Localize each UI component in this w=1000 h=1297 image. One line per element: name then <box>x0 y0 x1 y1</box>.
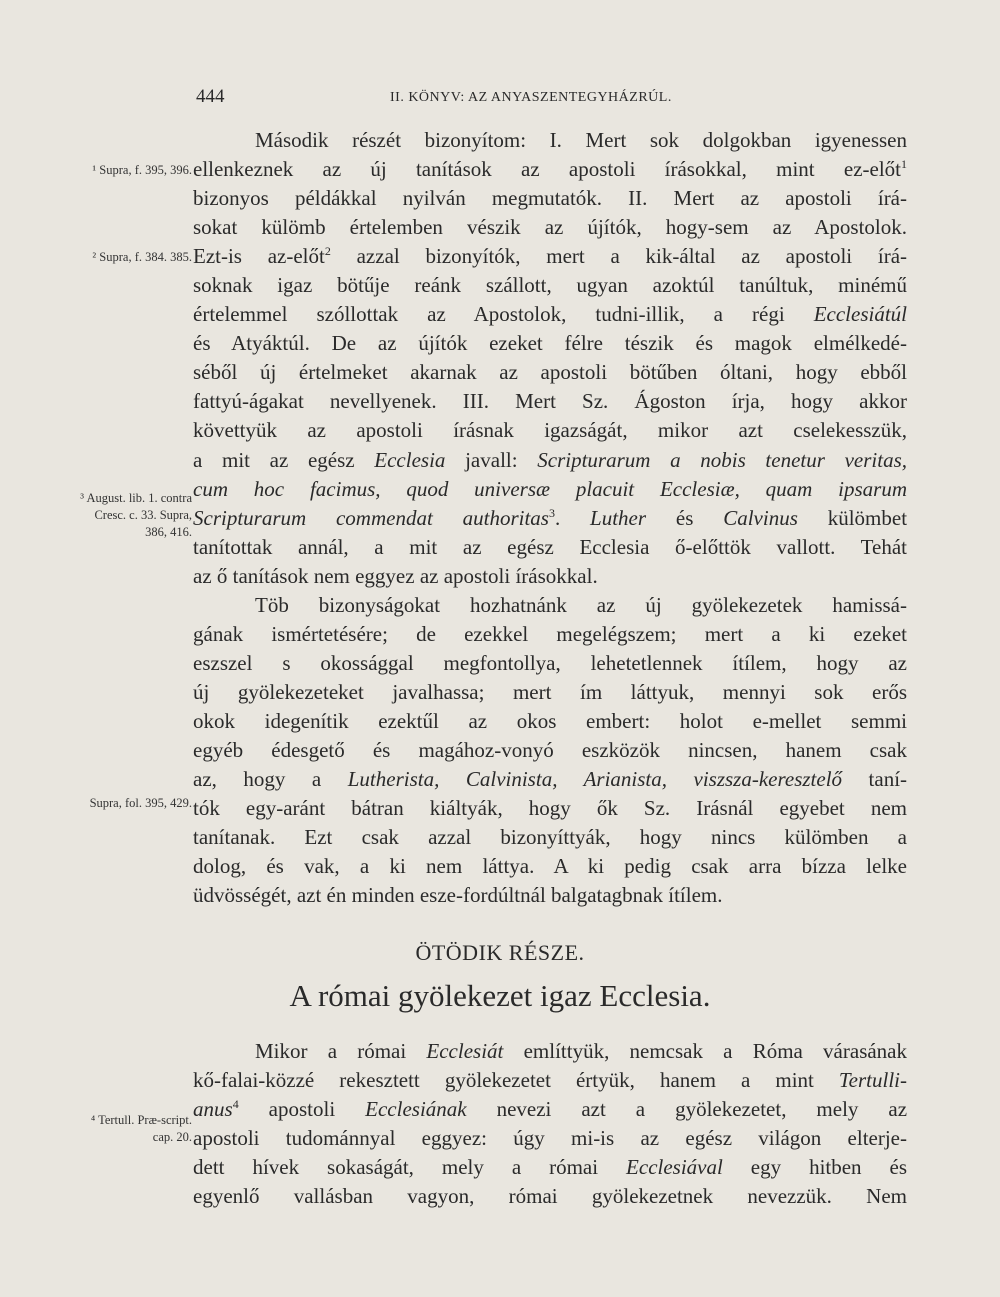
text-line: és Atyáktúl. De az újítók ezeket félre tészik és magok elmélkedé- <box>193 331 907 356</box>
text-line: sokat külömb értelemben vészik az újítók, hogy-sem az Apostolok. <box>193 215 907 240</box>
text-line: cum hoc facimus, quod universæ placuit Ecclesiæ, quam ipsarum <box>193 476 907 501</box>
text-line: Töb bizonyságokat hozhatnánk az új gyölekezetek hamissá- <box>255 592 907 617</box>
margin-note: ⁴ Tertull. Præ-script. cap. 20. <box>90 1113 192 1144</box>
text-line: Ezt-is az-előt$^2$ azzal bizonyítók, mert a kik-által az apostoli írá- <box>193 244 908 269</box>
section-heading: ÖTÖDIK RÉSZE. <box>415 940 585 965</box>
footnote-ref: 2 <box>324 244 331 259</box>
body-text-section <box>193 1037 907 1211</box>
text-line: az, hogy a Lutherista, Calvinista, Arianista, viszsza-keresztelő taní- <box>193 767 908 792</box>
text-line: gának ismértetésére; de ezekkel megelégszem; mert a ki ezeket <box>193 621 907 646</box>
section-title: A római gyölekezet igaz Ecclesia. <box>289 978 711 1013</box>
text-line: Második részét bizonyítom: I. Mert sok dolgokban igyenessen <box>255 128 907 152</box>
text-line: eszszel s okossággal megfontollya, lehetetlennek ítílem, hogy az <box>193 650 907 675</box>
page-header <box>0 86 1000 116</box>
running-title: II. KÖNYV: AZ ANYASZENTEGYHÁZRÚL. <box>390 90 672 105</box>
text-line: fattyú-ágakat nevellyenek. III. Mert Sz. Ágoston írja, hogy akkor <box>193 389 907 414</box>
text-line: ellenkeznek az új tanítások az apostoli írásokkal, mint ez-előt$^1$ <box>193 157 907 182</box>
margin-note: ³ August. lib. 1. contra Cresc. c. 33. Supra, 386, 416. <box>80 491 192 539</box>
text-line: tanítanak. Ezt csak azzal bizonyíttyák, hogy nincs külömben a <box>193 825 907 850</box>
text-line: tanítottak annál, a mit az egész Ecclesia ő-előttök vallott. Tehát <box>193 534 907 559</box>
text-line: egyenlő vallásban vagyon, római gyölekezetnek nevezzük. Nem <box>193 1184 907 1209</box>
margin-note: Supra, fol. 395, 429. <box>89 796 192 810</box>
footnote-ref: 3 <box>548 505 555 520</box>
text-line: tók egy-aránt bátran kiáltyák, hogy ők Sz. Irásnál egyebet nem <box>193 796 907 821</box>
text-line: egyéb édesgető és magához-vonyó eszközök nincsen, hanem csak <box>193 737 907 762</box>
text-line: dolog, és vak, a ki nem láttya. A ki pedig csak arra bízza lelke <box>193 854 907 879</box>
text-line: séből új értelmeket akarnak az apostoli bötűben óltani, hogy ebből <box>193 360 907 385</box>
footnote-ref: 4 <box>232 1097 239 1112</box>
text-line: soknak igaz bötűje reánk szállott, ugyan azoktúl tanúltuk, minémű <box>193 273 907 298</box>
margin-note: ² Supra, f. 384. 385. <box>92 250 192 264</box>
text-line: üdvösségét, azt én minden esze-fordúltnál balgatagbnak ítílem. <box>193 883 723 908</box>
text-line: értelemmel szóllottak az Apostolok, tudni-illik, a régi Ecclesiátúl <box>193 302 908 327</box>
text-line: anus$^4$ apostoli Ecclesiának nevezi azt a gyölekezetet, mely az <box>193 1097 908 1122</box>
text-line: követtyük az apostoli írásnak igazságát, mikor azt cselekesszük, <box>193 418 907 443</box>
text-line: Mikor a római Ecclesiát említtyük, nemcsak a Róma várasának <box>255 1039 908 1063</box>
page-number: 444 <box>196 86 225 107</box>
margin-note: ¹ Supra, f. 395, 396. <box>92 163 192 177</box>
text-line: új gyölekezeteket javalhassa; mert ím láttyuk, mennyi sok erős <box>193 679 907 704</box>
text-line: az ő tanítások nem eggyez az apostoli írásokkal. <box>193 563 598 588</box>
text-line: a mit az egész Ecclesia javall: Scripturarum a nobis tenetur veritas, <box>193 447 907 472</box>
body-text <box>193 126 907 910</box>
text-line: apostoli tudománnyal eggyez: úgy mi-is az egész világon elterje- <box>193 1126 907 1151</box>
text-line: dett hívek sokaságát, mely a római Ecclesiával egy hitben és <box>193 1155 907 1180</box>
text-line: bizonyos példákkal nyilván megmutatók. II. Mert az apostoli írá- <box>193 186 907 211</box>
footnote-ref: 1 <box>901 157 907 172</box>
text-line: okok idegenítik ezektűl az okos embert: holot e-mellet semmi <box>193 708 907 733</box>
text-line: kő-falai-közzé rekesztett gyölekezetet értyük, hanem a mint Tertulli- <box>193 1068 907 1093</box>
text-line: Scripturarum commendat authoritas$^3$. Luther és Calvinus külömbet <box>193 505 908 530</box>
